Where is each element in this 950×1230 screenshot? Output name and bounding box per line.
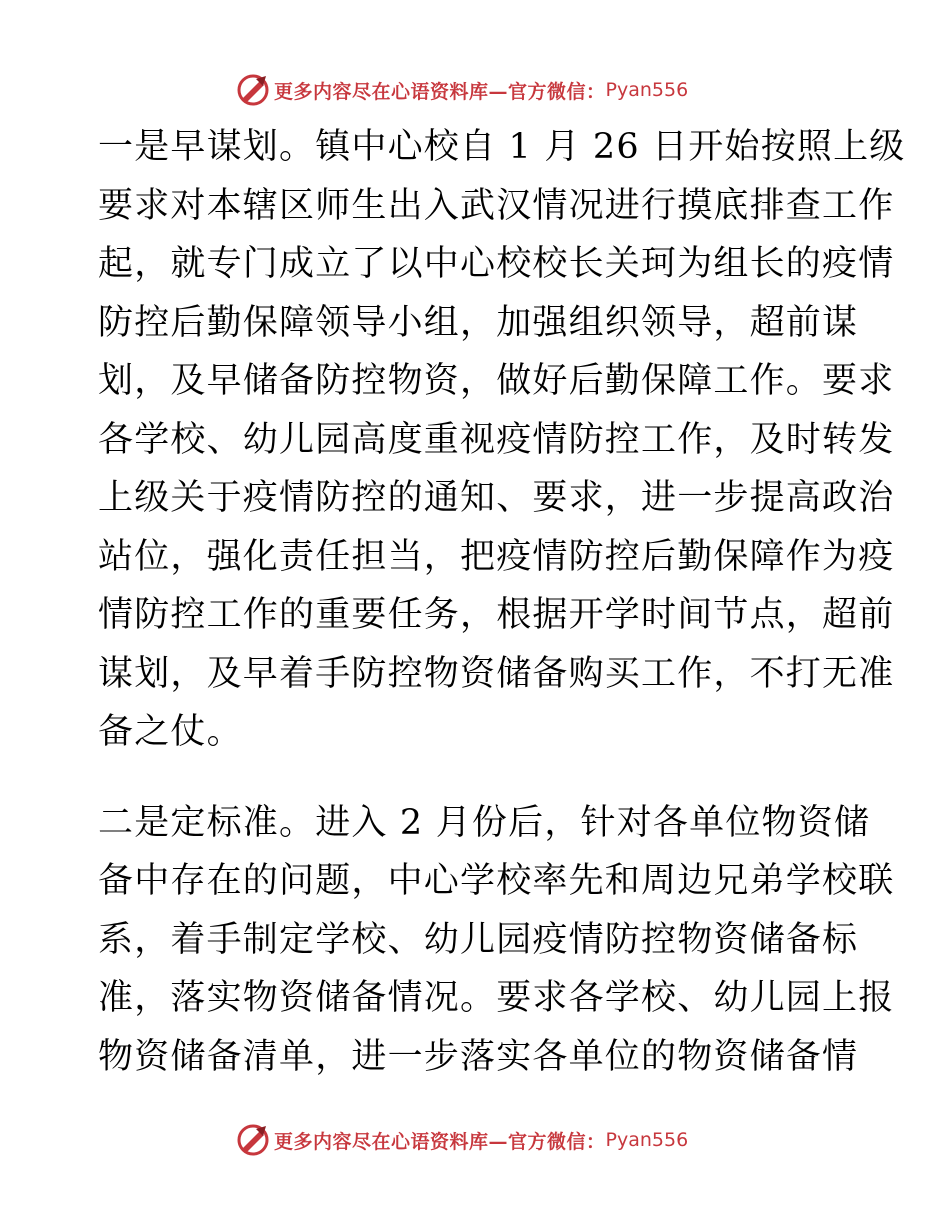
text-line: 准，落实物资储备情况。要求各学校、幼儿园上报 <box>98 978 895 1018</box>
text-line: 起，就专门成立了以中心校校长关珂为组长的疫情 <box>98 244 895 284</box>
paragraph-1 <box>98 118 906 762</box>
text-line: 一是早谋划。镇中心校自 1 月 26 日开始按照上级 <box>98 127 906 167</box>
text-line: 物资储备清单，进一步落实各单位的物资储备情 <box>98 1036 859 1077</box>
text-line: 站位，强化责任担当，把疫情防控后勤保障作为疫 <box>98 536 895 577</box>
watermark-wechat-id: Pyan556 <box>605 1129 689 1151</box>
quill-logo-icon <box>236 73 270 107</box>
paragraph-2 <box>98 794 895 1087</box>
watermark-text: 更多内容尽在心语资料库—官方微信： <box>274 80 606 103</box>
text-line: 系，着手制定学校、幼儿园疫情防控物资储备标 <box>98 919 859 960</box>
header-watermark <box>236 72 688 108</box>
text-line: 防控后勤保障领导小组，加强组织领导，超前谋 <box>98 302 859 343</box>
text-line: 备中存在的问题，中心学校率先和周边兄弟学校联 <box>98 861 895 901</box>
text-line: 上级关于疫情防控的通知、要求，进一步提高政治 <box>98 478 895 518</box>
text-line: 谋划，及早着手防控物资储备购买工作，不打无准 <box>98 653 895 694</box>
text-line: 要求对本辖区师生出入武汉情况进行摸底排查工作 <box>98 185 895 226</box>
watermark-wechat-id: Pyan556 <box>605 79 689 101</box>
watermark-text: 更多内容尽在心语资料库—官方微信： <box>274 1130 606 1153</box>
text-line: 各学校、幼儿园高度重视疫情防控工作，及时转发 <box>98 419 895 460</box>
text-line: 备之仗。 <box>98 712 243 752</box>
quill-logo-icon <box>236 1123 270 1157</box>
paragraph-gap <box>98 762 858 794</box>
text-line: 二是定标准。进入 2 月份后，针对各单位物资储 <box>98 802 871 843</box>
document-body <box>98 118 906 1086</box>
footer-watermark <box>236 1122 688 1158</box>
text-line: 情防控工作的重要任务，根据开学时间节点，超前 <box>98 595 895 635</box>
text-line: 划，及早储备防控物资，做好后勤保障工作。要求 <box>98 361 895 401</box>
